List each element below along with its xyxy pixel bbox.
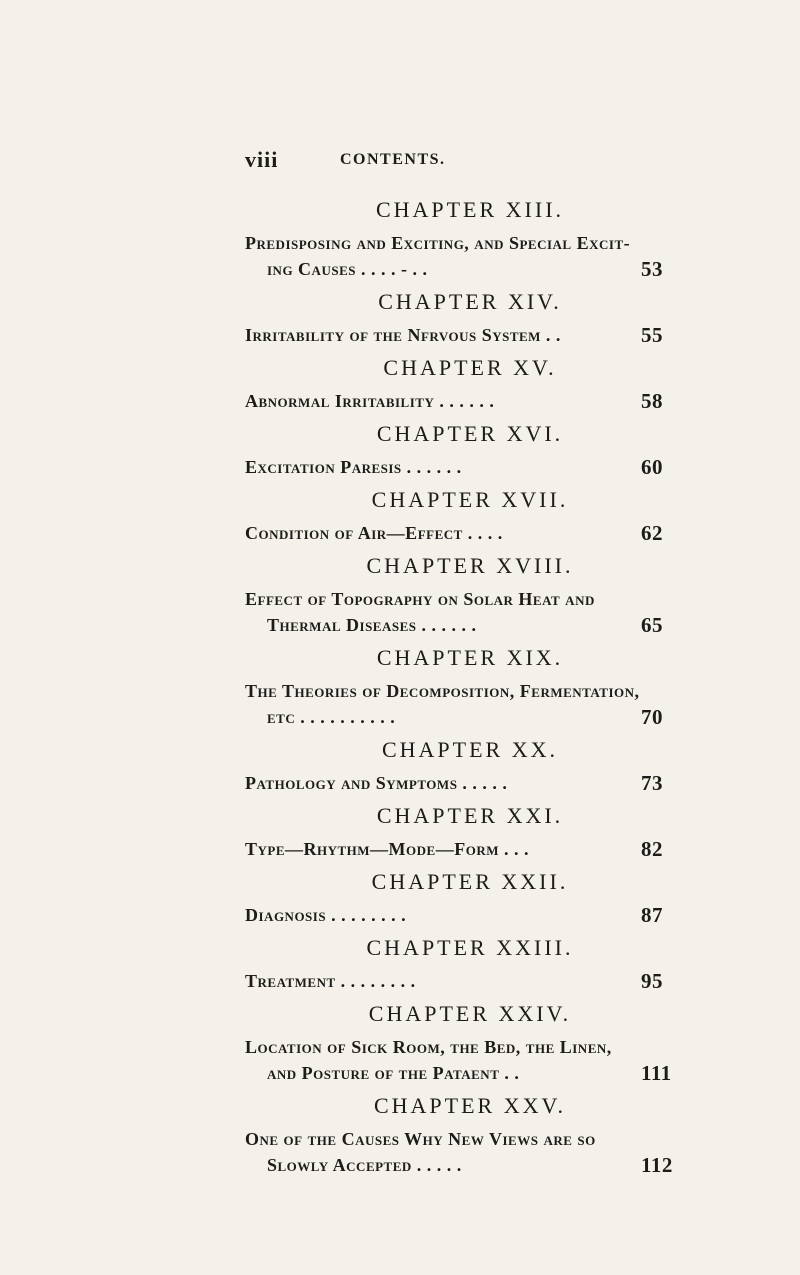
chapter-entry[interactable]	[245, 388, 685, 414]
chapter-entry[interactable]	[245, 968, 685, 994]
chapter-heading: CHAPTER XX.	[381, 737, 558, 762]
entry-page: 112	[641, 1153, 673, 1177]
chapter-heading: CHAPTER XVI.	[376, 421, 564, 446]
chapter-heading: CHAPTER XXII.	[371, 869, 569, 894]
chapter-entry[interactable]	[245, 322, 685, 348]
chapter-heading: CHAPTER XXI.	[376, 803, 564, 828]
toc-chapter	[245, 638, 685, 730]
chapter-heading: CHAPTER XVIII.	[366, 553, 574, 578]
chapter-entry[interactable]	[245, 836, 685, 862]
entry-page: 65	[641, 613, 663, 637]
page-number: viii	[245, 147, 279, 172]
chapter-heading: CHAPTER XIII.	[375, 197, 565, 222]
entry-title: Abnormal Irritability . . . . . .	[245, 391, 495, 411]
toc-chapter	[245, 480, 685, 546]
chapter-entry[interactable]	[245, 230, 685, 282]
toc-chapter	[245, 348, 685, 414]
toc-chapter	[245, 282, 685, 348]
toc-chapter	[245, 414, 685, 480]
chapter-heading: CHAPTER XXIII.	[366, 935, 574, 960]
entry-page: 55	[641, 323, 663, 347]
toc-chapter	[245, 1086, 685, 1178]
entry-page: 60	[641, 455, 663, 479]
chapter-entry[interactable]	[245, 902, 685, 928]
entry-page: 95	[641, 969, 663, 993]
entry-title: Treatment . . . . . . . .	[245, 971, 416, 991]
chapter-heading: CHAPTER XXIV.	[368, 1001, 572, 1026]
entry-page: 70	[641, 705, 663, 729]
chapter-entry[interactable]	[245, 770, 685, 796]
table-of-contents	[245, 190, 685, 1178]
chapter-heading: CHAPTER XV.	[383, 355, 557, 380]
entry-page: 111	[641, 1061, 672, 1085]
entry-page: 87	[641, 903, 663, 927]
chapter-heading: CHAPTER XIX.	[376, 645, 564, 670]
entry-title: Condition of Air—Effect . . . .	[245, 523, 503, 543]
entry-title: Slowly Accepted . . . . .	[267, 1155, 462, 1175]
entry-title: Excitation Paresis . . . . . .	[245, 457, 462, 477]
toc-chapter	[245, 862, 685, 928]
entry-title: ing Causes . . . . - . .	[267, 259, 428, 279]
toc-chapter	[245, 730, 685, 796]
entry-title: Pathology and Symptoms . . . . .	[245, 773, 508, 793]
toc-chapter	[245, 928, 685, 994]
entry-title: Type—Rhythm—Mode—Form . . .	[245, 839, 529, 859]
entry-title: One of the Causes Why New Views are so	[245, 1129, 596, 1149]
entry-title: Predisposing and Exciting, and Special Excit-	[245, 233, 631, 253]
chapter-entry[interactable]	[245, 1126, 685, 1178]
entry-title: Diagnosis . . . . . . . .	[245, 905, 407, 925]
entry-title: Irritability of the Nfrvous System . .	[245, 325, 561, 345]
toc-chapter	[245, 190, 685, 282]
chapter-entry[interactable]	[245, 520, 685, 546]
chapter-entry[interactable]	[245, 678, 685, 730]
chapter-entry[interactable]	[245, 454, 685, 480]
toc-chapter	[245, 546, 685, 638]
entry-title: etc . . . . . . . . . .	[267, 707, 396, 727]
entry-page: 82	[641, 837, 663, 861]
chapter-heading: CHAPTER XXV.	[373, 1093, 567, 1118]
toc-chapter	[245, 796, 685, 862]
entry-title: The Theories of Decomposition, Fermentation,	[245, 681, 640, 701]
toc-chapter	[245, 994, 685, 1086]
chapter-heading: CHAPTER XIV.	[378, 289, 562, 314]
chapter-entry[interactable]	[245, 1034, 685, 1086]
chapter-entry[interactable]	[245, 586, 685, 638]
entry-page: 73	[641, 771, 663, 795]
entry-page: 62	[641, 521, 663, 545]
entry-title: Location of Sick Room, the Bed, the Linen,	[245, 1037, 612, 1057]
chapter-heading: CHAPTER XVII.	[371, 487, 569, 512]
entry-page: 58	[641, 389, 663, 413]
page-header	[0, 147, 800, 177]
running-title: CONTENTS.	[340, 151, 446, 168]
entry-page: 53	[641, 257, 663, 281]
entry-title: Effect of Topography on Solar Heat and	[245, 589, 595, 609]
entry-title: Thermal Diseases . . . . . .	[267, 615, 477, 635]
entry-title: and Posture of the Pataent . .	[267, 1063, 520, 1083]
